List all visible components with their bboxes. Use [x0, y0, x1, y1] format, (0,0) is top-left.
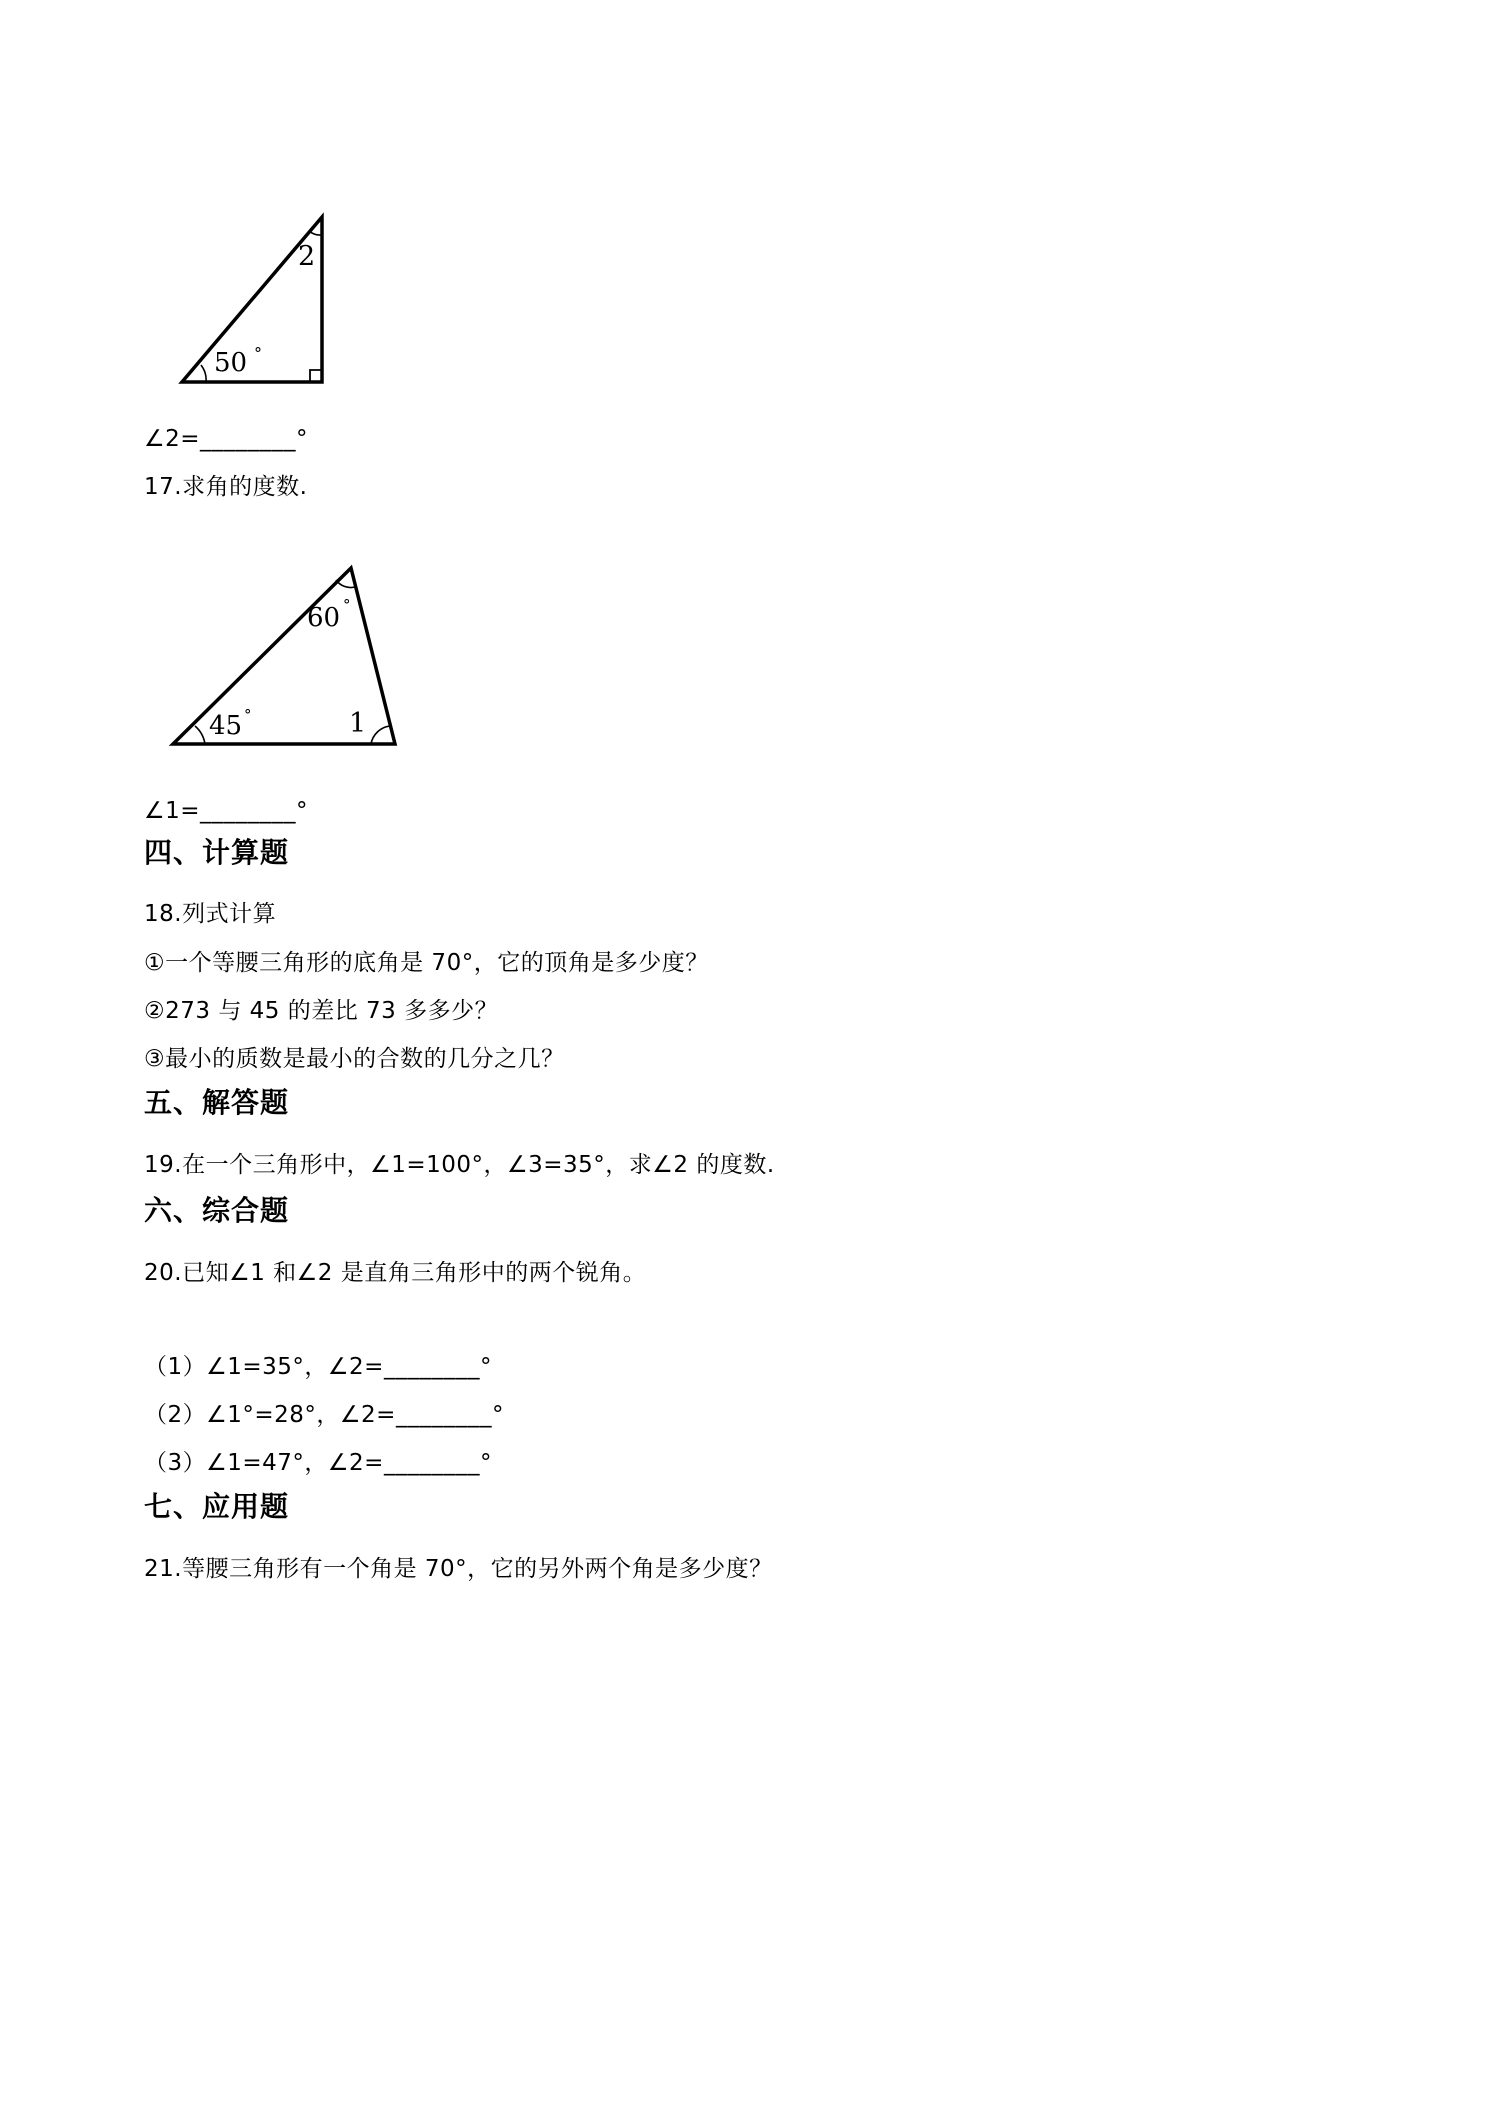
left-angle-arc [201, 365, 206, 382]
right-triangle-figure [170, 205, 330, 385]
q18-item-3: ③最小的质数是最小的合数的几分之几？ [144, 1046, 565, 1072]
triangle-figure-q17 [165, 560, 405, 750]
right-triangle-svg [170, 205, 330, 385]
q18-item-1: ①一个等腰三角形的底角是 70°，它的顶角是多少度？ [144, 950, 709, 976]
top-angle-arc [309, 231, 322, 235]
section-5-heading: 五、解答题 [144, 1086, 290, 1119]
degree-mark: ° [254, 344, 262, 363]
q18-item-2: ②273 与 45 的差比 73 多多少？ [144, 998, 499, 1024]
section-4-heading: 四、计算题 [144, 836, 290, 869]
right-angle-marker [310, 370, 322, 382]
angle-50-label: 50 [214, 348, 248, 378]
q20-item-1: （1）∠1=35°，∠2=________° [144, 1354, 492, 1380]
degree-mark-top: ° [343, 596, 351, 614]
angle-45-label: 45 [209, 711, 243, 741]
q16-answer-line: ∠2=________° [144, 426, 309, 452]
q21-prompt: 21.等腰三角形有一个角是 70°，它的另外两个角是多少度？ [144, 1556, 773, 1582]
q20-item-3: （3）∠1=47°，∠2=________° [144, 1450, 492, 1476]
angle-2-label: 2 [298, 241, 316, 272]
triangle-q17-svg [165, 560, 405, 750]
q17-answer-line: ∠1=________° [144, 798, 309, 824]
section-6-heading: 六、综合题 [144, 1194, 290, 1227]
left-angle-arc [195, 726, 205, 744]
q20-item-2: （2）∠1°=28°，∠2=________° [144, 1402, 504, 1428]
q20-prompt: 20.已知∠1 和∠2 是直角三角形中的两个锐角。 [144, 1260, 647, 1286]
angle-1-label: 1 [349, 708, 367, 739]
q19-prompt: 19.在一个三角形中，∠1=100°，∠3=35°，求∠2 的度数. [144, 1152, 775, 1178]
q17-prompt: 17.求角的度数. [144, 474, 308, 500]
q18-prompt: 18.列式计算 [144, 901, 277, 927]
right-angle-arc [371, 726, 390, 744]
angle-60-label: 60 [307, 603, 341, 633]
section-7-heading: 七、应用题 [144, 1490, 290, 1523]
degree-mark-left: ° [244, 706, 252, 724]
